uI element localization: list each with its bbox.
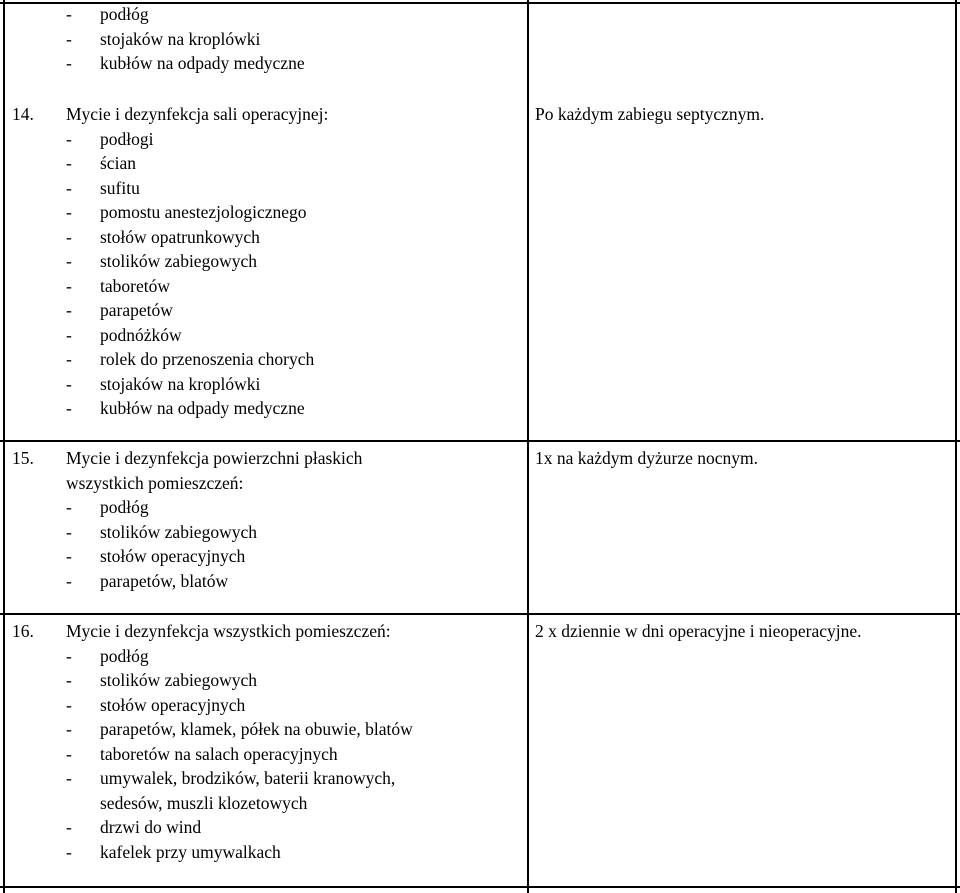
row-16-description [66,619,413,864]
list-item: - stołów operacyjnych [66,694,246,715]
list-item: - kubłów na odpady medyczne [66,398,305,418]
column-divider [527,0,529,893]
row-divider-14-15 [0,440,960,442]
row-16-frequency: 2 x dziennie w dni operacyjne i nieoperacyjne. [535,621,862,641]
row-title: Mycie i dezynfekcja wszystkich pomieszczeń: [66,621,391,641]
row-title-continuation: wszystkich pomieszczeń: [66,472,244,493]
list-item: - drzwi do wind [66,817,202,837]
list-item: - podłóg [66,4,149,24]
list-item: - parapetów, klamek, półek na obuwie, blatów [66,719,413,739]
row-title: Mycie i dezynfekcja sali operacyjnej: [66,104,329,124]
row-number: 15. [12,448,34,468]
list-item: - stołów operacyjnych [66,546,246,566]
list-item: - podłóg [66,645,149,666]
list-item: - sufitu [66,177,140,198]
list-item: - ścian [66,153,136,173]
list-item-continuation: sedesów, muszli klozetowych [100,792,308,813]
list-item: - parapetów [66,300,173,320]
list-item: - pomostu anestezjologicznego [66,202,307,222]
row-14-description [66,102,328,421]
list-item: - kafelek przy umywalkach [66,841,281,862]
row-title: Mycie i dezynfekcja powierzchni płaskich [66,448,363,468]
list-item: - podłogi [66,128,154,149]
list-item: - umywalek, brodzików, baterii kranowych, [66,768,396,788]
row-divider-15-16 [0,613,960,615]
list-item: - kubłów na odpady medyczne [66,53,305,73]
table-border-right [955,0,957,893]
list-item: - stojaków na kroplówki [66,28,261,49]
row-15-frequency: 1x na każdym dyżurze nocnym. [535,448,759,468]
table-border-bottom [0,886,960,888]
row-14-frequency: Po każdym zabiegu septycznym. [535,104,765,124]
row-number: 14. [12,104,34,124]
row-continuation-items [66,2,305,76]
list-item: - taboretów na salach operacyjnych [66,743,338,764]
list-item: - podłóg [66,497,149,517]
list-item: - podnóżków [66,324,182,345]
list-item: - stolików zabiegowych [66,251,257,271]
list-item: - parapetów, blatów [66,570,229,591]
row-15-description [66,446,362,593]
row-number: 16. [12,621,34,641]
list-item: - taboretów [66,275,170,296]
list-item: - stołów opatrunkowych [66,226,260,247]
list-item: - rolek do przenoszenia chorych [66,349,315,369]
table-border-left [3,0,5,893]
list-item: - stolików zabiegowych [66,521,257,542]
list-item: - stojaków na kroplówki [66,373,261,394]
list-item: - stolików zabiegowych [66,670,257,690]
